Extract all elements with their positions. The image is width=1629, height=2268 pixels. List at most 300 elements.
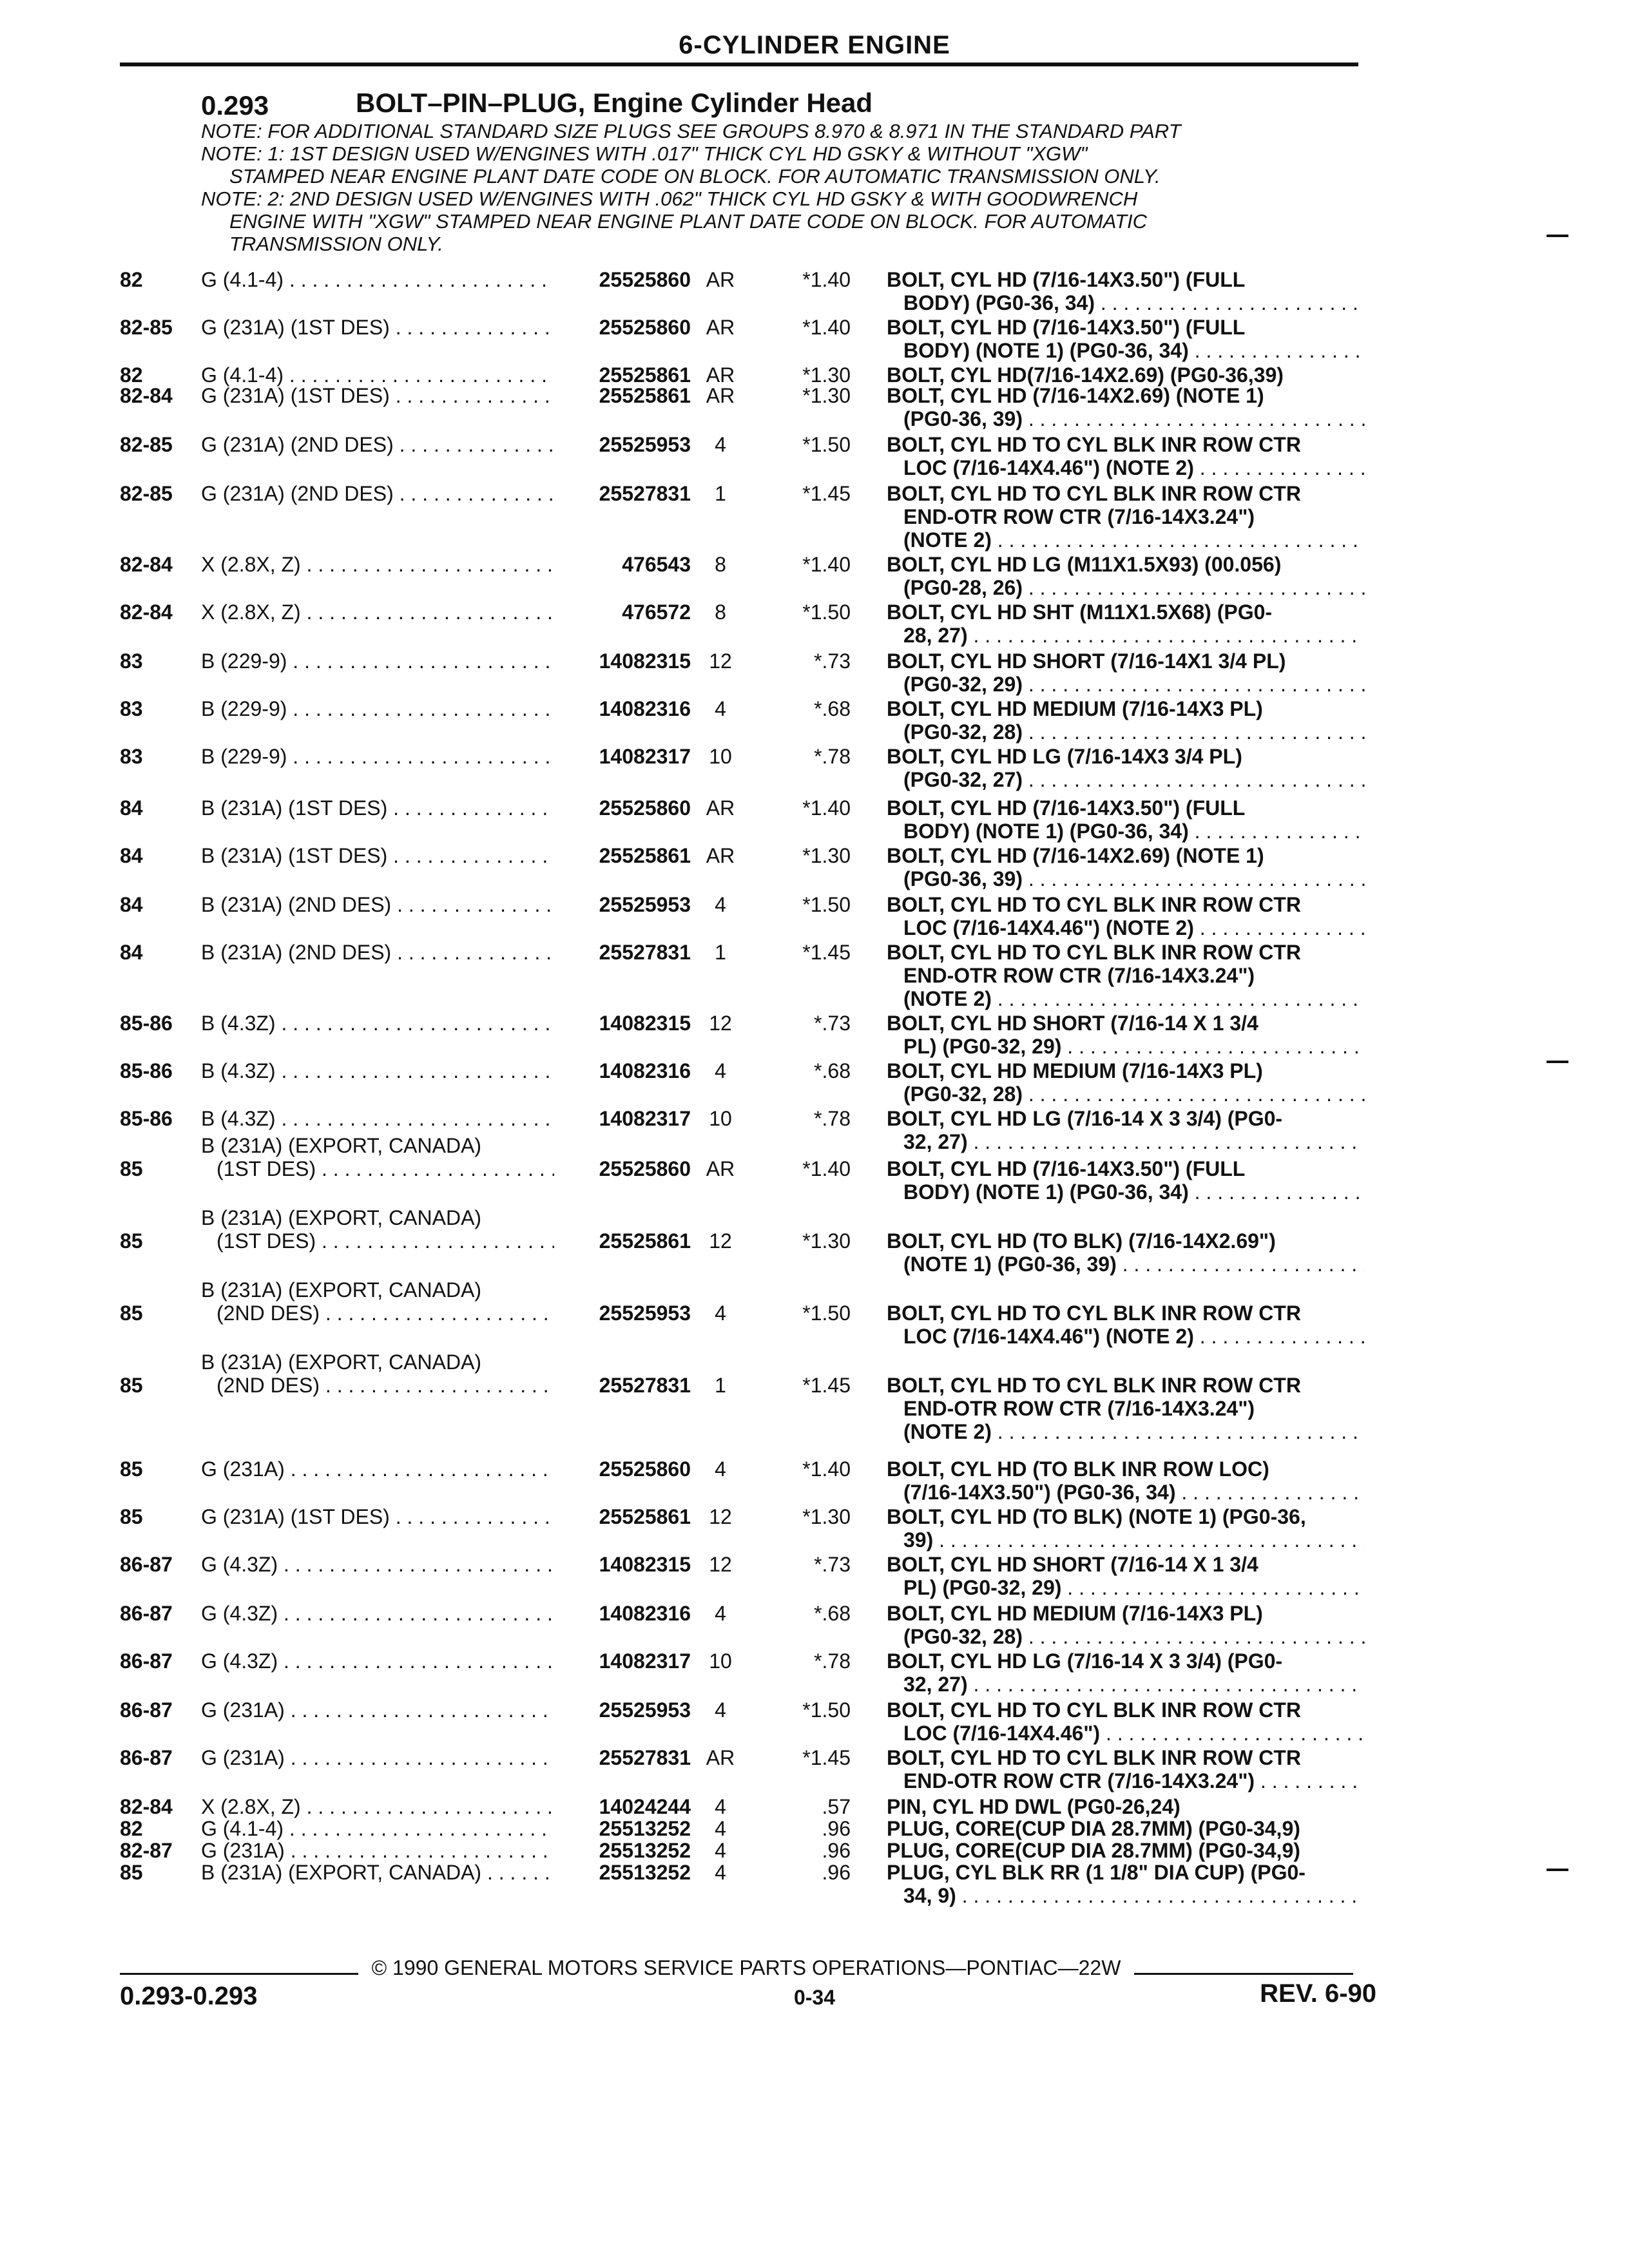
quantity: 12 bbox=[709, 1012, 732, 1035]
price: .96 bbox=[822, 1839, 851, 1862]
quantity: 4 bbox=[715, 1302, 726, 1325]
engine-code bbox=[201, 1505, 554, 1528]
quantity: 1 bbox=[715, 941, 726, 964]
description-line: BOLT, CYL HD MEDIUM (7/16-14X3 PL) bbox=[887, 1602, 1263, 1625]
part-number: 25525860 bbox=[599, 1457, 691, 1481]
note-line: NOTE: 2: 2ND DESIGN USED W/ENGINES WITH .062" THICK CYL HD GSKY & WITH GOODWRENCH bbox=[201, 187, 1138, 210]
engine-code bbox=[201, 384, 554, 407]
engine-code-line: G (4.3Z) . . . bbox=[201, 1649, 554, 1673]
part-number: 25525860 bbox=[599, 1157, 691, 1180]
description-line: BOLT, CYL HD TO CYL BLK INR ROW CTR bbox=[887, 1698, 1301, 1722]
engine-code bbox=[201, 1350, 554, 1397]
part-number: 25525953 bbox=[599, 1302, 691, 1325]
table-row bbox=[0, 482, 1629, 552]
engine-code bbox=[201, 1012, 554, 1035]
table-row bbox=[0, 893, 1629, 945]
description-line: BOLT, CYL HD MEDIUM (7/16-14X3 PL) bbox=[887, 1059, 1263, 1082]
price: *1.45 bbox=[802, 1746, 851, 1769]
part-description bbox=[887, 1059, 1365, 1106]
description-line: PL) (PG0-32, 29) . . . bbox=[887, 1576, 1365, 1599]
description-line: END-OTR ROW CTR (7/16-14X3.24") bbox=[903, 964, 1255, 987]
model-year: 82-85 bbox=[120, 316, 173, 339]
quantity: 10 bbox=[709, 1649, 732, 1673]
footer-rule-left bbox=[120, 1973, 358, 1975]
part-description bbox=[887, 1553, 1365, 1599]
price: *.68 bbox=[814, 697, 851, 720]
description-line: END-OTR ROW CTR (7/16-14X3.24") . . . bbox=[887, 1769, 1365, 1792]
part-number: 25527831 bbox=[599, 1374, 691, 1397]
price: *1.30 bbox=[802, 363, 851, 387]
part-description bbox=[887, 268, 1365, 314]
table-row bbox=[0, 941, 1629, 1010]
part-number: 25513252 bbox=[599, 1839, 691, 1862]
description-line: BODY) (PG0-36, 34) . . . bbox=[887, 291, 1365, 314]
quantity: 10 bbox=[709, 745, 732, 768]
description-line: LOC (7/16-14X4.46") (NOTE 2) . . . bbox=[887, 916, 1365, 939]
description-line: PIN, CYL HD DWL (PG0-26,24) bbox=[887, 1795, 1181, 1818]
quantity: 4 bbox=[715, 433, 726, 456]
engine-code-line: G (4.3Z) . . . bbox=[201, 1553, 554, 1576]
model-year: 85 bbox=[120, 1302, 143, 1325]
description-line: BOLT, CYL HD (7/16-14X3.50") (FULL bbox=[887, 316, 1246, 339]
description-line: END-OTR ROW CTR (7/16-14X3.24") bbox=[903, 1397, 1255, 1420]
part-description bbox=[887, 1457, 1365, 1504]
description-line: BOLT, CYL HD TO CYL BLK INR ROW CTR bbox=[887, 482, 1301, 505]
footer-group-range: 0.293-0.293 bbox=[120, 1982, 258, 2010]
description-line: BOLT, CYL HD (TO BLK) (NOTE 1) (PG0-36, bbox=[887, 1505, 1306, 1528]
part-description bbox=[887, 697, 1365, 744]
table-row bbox=[0, 1012, 1629, 1063]
engine-code-line: B (231A) (EXPORT, CANADA) bbox=[201, 1134, 482, 1157]
table-row bbox=[0, 316, 1629, 367]
part-number: 25525860 bbox=[599, 268, 691, 291]
model-year: 85 bbox=[120, 1157, 143, 1180]
engine-code bbox=[201, 1817, 554, 1840]
engine-code-line: B (4.3Z) . . . bbox=[201, 1059, 554, 1082]
engine-code-line: B (231A) (2ND DES) . . . bbox=[201, 941, 554, 964]
footer-rule-right bbox=[1134, 1973, 1353, 1975]
model-year: 86-87 bbox=[120, 1746, 173, 1769]
description-line: PLUG, CORE(CUP DIA 28.7MM) (PG0-34,9) bbox=[887, 1817, 1300, 1840]
price: .96 bbox=[822, 1861, 851, 1884]
part-description bbox=[887, 745, 1365, 791]
engine-code bbox=[201, 1059, 554, 1082]
quantity: 1 bbox=[715, 482, 726, 505]
table-row bbox=[0, 1861, 1629, 1912]
table-row bbox=[0, 1350, 1629, 1443]
price: *1.50 bbox=[802, 1698, 851, 1722]
engine-code-line: X (2.8X, Z) . . . bbox=[201, 553, 554, 576]
table-row bbox=[0, 1602, 1629, 1653]
description-line: (PG0-28, 26) . . . bbox=[887, 576, 1365, 599]
description-line: (PG0-32, 27) . . . bbox=[887, 768, 1365, 791]
engine-code bbox=[201, 1107, 554, 1130]
quantity: 4 bbox=[715, 1795, 726, 1818]
table-row bbox=[0, 1134, 1629, 1204]
model-year: 82-85 bbox=[120, 482, 173, 505]
model-year: 85 bbox=[120, 1861, 143, 1884]
engine-code bbox=[201, 649, 554, 673]
engine-code-line: G (231A) . . . bbox=[201, 1698, 554, 1722]
description-line: BOLT, CYL HD SHORT (7/16-14 X 1 3/4 bbox=[887, 1012, 1258, 1035]
part-description bbox=[887, 316, 1365, 362]
engine-code bbox=[201, 553, 554, 576]
part-number: 25525953 bbox=[599, 1698, 691, 1722]
part-description bbox=[887, 1505, 1365, 1552]
description-line: BOLT, CYL HD LG (7/16-14 X 3 3/4) (PG0- bbox=[887, 1649, 1283, 1673]
description-line: BOLT, CYL HD (7/16-14X2.69) (NOTE 1) bbox=[887, 384, 1264, 407]
quantity: AR bbox=[706, 363, 735, 387]
description-line: (NOTE 1) (PG0-36, 39) . . . bbox=[887, 1253, 1365, 1276]
price: *1.50 bbox=[802, 893, 851, 916]
quantity: 4 bbox=[715, 1602, 726, 1625]
description-line: BODY) (NOTE 1) (PG0-36, 34) . . . bbox=[887, 1180, 1365, 1204]
model-year: 82-84 bbox=[120, 601, 173, 624]
part-number: 476572 bbox=[622, 601, 691, 624]
engine-code bbox=[201, 268, 554, 291]
engine-code-line: B (231A) (EXPORT, CANADA) bbox=[201, 1278, 482, 1302]
quantity: 12 bbox=[709, 649, 732, 673]
quantity: 4 bbox=[715, 697, 726, 720]
price: *.68 bbox=[814, 1059, 851, 1082]
description-line: PLUG, CYL BLK RR (1 1/8" DIA CUP) (PG0- bbox=[887, 1861, 1306, 1884]
price: *1.45 bbox=[802, 1374, 851, 1397]
description-line: LOC (7/16-14X4.46") . . . bbox=[887, 1722, 1365, 1745]
engine-code bbox=[201, 796, 554, 820]
engine-code-line: G (231A) (1ST DES) . . . bbox=[201, 316, 554, 339]
engine-code-line: G (231A) . . . bbox=[201, 1746, 554, 1769]
description-line: BOLT, CYL HD LG (7/16-14X3 3/4 PL) bbox=[887, 745, 1242, 768]
engine-code bbox=[201, 1457, 554, 1481]
part-description bbox=[887, 1374, 1365, 1443]
description-line: (PG0-32, 28) . . . bbox=[887, 720, 1365, 744]
engine-code-line: G (231A) (1ST DES) . . . bbox=[201, 384, 554, 407]
description-line: (PG0-32, 29) . . . bbox=[887, 673, 1365, 696]
price: *.68 bbox=[814, 1602, 851, 1625]
part-number: 25525861 bbox=[599, 1229, 691, 1253]
engine-code bbox=[201, 433, 554, 456]
part-description bbox=[887, 796, 1365, 843]
part-description bbox=[887, 433, 1365, 479]
model-year: 82-85 bbox=[120, 433, 173, 456]
price: *.78 bbox=[814, 1107, 851, 1130]
engine-code-line: B (229-9) . . . bbox=[201, 745, 554, 768]
part-description bbox=[887, 1746, 1365, 1792]
part-number: 25525861 bbox=[599, 384, 691, 407]
part-description bbox=[887, 1817, 1365, 1840]
model-year: 82-84 bbox=[120, 553, 173, 576]
part-number: 25525953 bbox=[599, 893, 691, 916]
part-number: 25525861 bbox=[599, 363, 691, 387]
model-year: 82-87 bbox=[120, 1839, 173, 1862]
group-code: 0.293 bbox=[201, 90, 269, 120]
price: *1.45 bbox=[802, 482, 851, 505]
part-description bbox=[887, 553, 1365, 599]
part-number: 25525860 bbox=[599, 796, 691, 820]
part-number: 25527831 bbox=[599, 482, 691, 505]
quantity: 4 bbox=[715, 893, 726, 916]
description-line: BOLT, CYL HD (7/16-14X3.50") (FULL bbox=[887, 796, 1246, 820]
model-year: 84 bbox=[120, 941, 143, 964]
part-description bbox=[887, 1229, 1365, 1276]
part-description bbox=[887, 363, 1365, 387]
table-row bbox=[0, 1278, 1629, 1348]
engine-code-line: (2ND DES) . . . bbox=[201, 1374, 554, 1397]
engine-code bbox=[201, 1746, 554, 1769]
engine-code bbox=[201, 844, 554, 867]
part-description bbox=[887, 1795, 1365, 1818]
engine-code bbox=[201, 893, 554, 916]
quantity: 4 bbox=[715, 1839, 726, 1862]
engine-code-line: G (4.3Z) . . . bbox=[201, 1602, 554, 1625]
part-description bbox=[887, 1698, 1365, 1745]
engine-code bbox=[201, 1278, 554, 1325]
part-number: 14082315 bbox=[599, 649, 691, 673]
table-row bbox=[0, 1059, 1629, 1111]
price: *.78 bbox=[814, 745, 851, 768]
description-line: BOLT, CYL HD LG (7/16-14 X 3 3/4) (PG0- bbox=[887, 1107, 1283, 1130]
price: *1.30 bbox=[802, 1505, 851, 1528]
engine-code bbox=[201, 316, 554, 339]
engine-code-line: B (231A) (EXPORT, CANADA) bbox=[201, 1350, 482, 1374]
engine-code bbox=[201, 1649, 554, 1673]
engine-code-line: X (2.8X, Z) . . . bbox=[201, 1795, 554, 1818]
engine-code-line: B (229-9) . . . bbox=[201, 697, 554, 720]
quantity: 8 bbox=[715, 601, 726, 624]
engine-code bbox=[201, 601, 554, 624]
description-line: BOLT, CYL HD TO CYL BLK INR ROW CTR bbox=[887, 433, 1301, 456]
quantity: 4 bbox=[715, 1059, 726, 1082]
description-line: (PG0-36, 39) . . . bbox=[887, 407, 1365, 430]
part-number: 14082316 bbox=[599, 697, 691, 720]
table-row bbox=[0, 384, 1629, 436]
part-number: 14082315 bbox=[599, 1012, 691, 1035]
part-description bbox=[887, 941, 1365, 1010]
model-year: 85 bbox=[120, 1374, 143, 1397]
engine-code bbox=[201, 363, 554, 387]
price: .57 bbox=[822, 1795, 851, 1818]
footer-revision: REV. 6-90 bbox=[1260, 1979, 1376, 2008]
model-year: 85 bbox=[120, 1457, 143, 1481]
price: *1.40 bbox=[802, 796, 851, 820]
quantity: 8 bbox=[715, 553, 726, 576]
table-row bbox=[0, 1505, 1629, 1557]
engine-code bbox=[201, 1839, 554, 1862]
note-line: NOTE: 1: 1ST DESIGN USED W/ENGINES WITH .017" THICK CYL HD GSKY & WITHOUT "XGW" bbox=[201, 142, 1088, 165]
engine-code bbox=[201, 697, 554, 720]
price: *1.40 bbox=[802, 268, 851, 291]
engine-code-line: (1ST DES) . . . bbox=[201, 1157, 554, 1180]
model-year: 84 bbox=[120, 844, 143, 867]
quantity: 10 bbox=[709, 1107, 732, 1130]
model-year: 83 bbox=[120, 649, 143, 673]
price: *1.40 bbox=[802, 1457, 851, 1481]
description-line: (PG0-36, 39) . . . bbox=[887, 867, 1365, 890]
engine-code-line: G (231A) (2ND DES) . . . bbox=[201, 482, 554, 505]
description-line: BOLT, CYL HD (7/16-14X2.69) (NOTE 1) bbox=[887, 844, 1264, 867]
part-number: 14082317 bbox=[599, 745, 691, 768]
price: *1.50 bbox=[802, 601, 851, 624]
engine-code-line: B (231A) (1ST DES) . . . bbox=[201, 844, 554, 867]
part-description bbox=[887, 482, 1365, 552]
table-row bbox=[0, 649, 1629, 701]
part-number: 25525861 bbox=[599, 844, 691, 867]
engine-code-line: G (231A) (2ND DES) . . . bbox=[201, 433, 554, 456]
part-number: 25527831 bbox=[599, 1746, 691, 1769]
description-line: 32, 27) . . . bbox=[887, 1673, 1365, 1696]
description-line: BOLT, CYL HD (7/16-14X3.50") (FULL bbox=[887, 1157, 1246, 1180]
description-line: BODY) (NOTE 1) (PG0-36, 34) . . . bbox=[887, 339, 1365, 362]
quantity: AR bbox=[706, 844, 735, 867]
quantity: 4 bbox=[715, 1817, 726, 1840]
quantity: 1 bbox=[715, 1374, 726, 1397]
table-row bbox=[0, 796, 1629, 848]
model-year: 83 bbox=[120, 697, 143, 720]
price: *1.30 bbox=[802, 384, 851, 407]
part-number: 14082316 bbox=[599, 1602, 691, 1625]
quantity: AR bbox=[706, 384, 735, 407]
model-year: 84 bbox=[120, 893, 143, 916]
engine-code bbox=[201, 745, 554, 768]
part-number: 476543 bbox=[622, 553, 691, 576]
part-description bbox=[887, 844, 1365, 890]
description-line: BOLT, CYL HD TO CYL BLK INR ROW CTR bbox=[887, 893, 1301, 916]
table-row bbox=[0, 697, 1629, 749]
model-year: 86-87 bbox=[120, 1649, 173, 1673]
engine-code-line: G (4.1-4) . . . bbox=[201, 268, 554, 291]
table-row bbox=[0, 1206, 1629, 1276]
engine-code-line: B (229-9) . . . bbox=[201, 649, 554, 673]
description-line: 28, 27) . . . bbox=[887, 624, 1365, 647]
description-line: BOLT, CYL HD SHORT (7/16-14X1 3/4 PL) bbox=[887, 649, 1286, 673]
engine-code-line: G (231A) (1ST DES) . . . bbox=[201, 1505, 554, 1528]
description-line: BOLT, CYL HD (TO BLK) (7/16-14X2.69") bbox=[887, 1229, 1276, 1253]
table-row bbox=[0, 268, 1629, 320]
part-description bbox=[887, 1649, 1365, 1696]
model-year: 82-84 bbox=[120, 384, 173, 407]
description-line: 39) . . . bbox=[887, 1528, 1365, 1552]
model-year: 86-87 bbox=[120, 1553, 173, 1576]
description-line: PL) (PG0-32, 29) . . . bbox=[887, 1035, 1365, 1058]
price: *1.50 bbox=[802, 433, 851, 456]
price: *.73 bbox=[814, 1012, 851, 1035]
engine-code bbox=[201, 482, 554, 505]
model-year: 85-86 bbox=[120, 1059, 173, 1082]
part-number: 25513252 bbox=[599, 1861, 691, 1884]
part-description bbox=[887, 1839, 1365, 1862]
model-year: 82-84 bbox=[120, 1795, 173, 1818]
engine-code bbox=[201, 941, 554, 964]
quantity: 12 bbox=[709, 1229, 732, 1253]
table-row bbox=[0, 1698, 1629, 1750]
engine-code-line: G (231A) . . . bbox=[201, 1839, 554, 1862]
part-description bbox=[887, 1302, 1365, 1348]
note-line: TRANSMISSION ONLY. bbox=[229, 233, 443, 255]
quantity: 12 bbox=[709, 1553, 732, 1576]
part-description bbox=[887, 384, 1365, 430]
engine-code-line: X (2.8X, Z) . . . bbox=[201, 601, 554, 624]
part-description bbox=[887, 1861, 1365, 1907]
description-line: (PG0-32, 28) . . . bbox=[887, 1082, 1365, 1106]
table-row bbox=[0, 433, 1629, 485]
engine-code bbox=[201, 1206, 554, 1253]
description-line: (PG0-32, 28) . . . bbox=[887, 1625, 1365, 1648]
description-line: BODY) (NOTE 1) (PG0-36, 34) . . . bbox=[887, 820, 1365, 843]
engine-code-line: G (231A) . . . bbox=[201, 1457, 554, 1481]
description-line: BOLT, CYL HD (7/16-14X3.50") (FULL bbox=[887, 268, 1246, 291]
quantity: AR bbox=[706, 316, 735, 339]
engine-code-line: (1ST DES) . . . bbox=[201, 1229, 554, 1253]
model-year: 86-87 bbox=[120, 1698, 173, 1722]
part-number: 25525860 bbox=[599, 316, 691, 339]
part-number: 25525861 bbox=[599, 1505, 691, 1528]
page-header: 6-CYLINDER ENGINE bbox=[679, 31, 950, 59]
engine-code-line: B (231A) (1ST DES) . . . bbox=[201, 796, 554, 820]
part-number: 14082317 bbox=[599, 1107, 691, 1130]
description-line: 34, 9) . . . bbox=[887, 1884, 1365, 1907]
table-row bbox=[0, 553, 1629, 604]
model-year: 84 bbox=[120, 796, 143, 820]
table-row bbox=[0, 745, 1629, 796]
price: *.73 bbox=[814, 649, 851, 673]
engine-code-line: G (4.1-4) . . . bbox=[201, 1817, 554, 1840]
description-line: LOC (7/16-14X4.46") (NOTE 2) . . . bbox=[887, 456, 1365, 479]
price: *1.45 bbox=[802, 941, 851, 964]
engine-code-line: B (4.3Z) . . . bbox=[201, 1012, 554, 1035]
price: *1.30 bbox=[802, 844, 851, 867]
quantity: AR bbox=[706, 1157, 735, 1180]
description-line: (7/16-14X3.50") (PG0-36, 34) . . . bbox=[887, 1481, 1365, 1504]
model-year: 82 bbox=[120, 363, 143, 387]
part-description bbox=[887, 893, 1365, 939]
description-line: 32, 27) . . . bbox=[887, 1130, 1365, 1153]
note-line: STAMPED NEAR ENGINE PLANT DATE CODE ON BLOCK. FOR AUTOMATIC TRANSMISSION ONLY. bbox=[229, 165, 1161, 187]
price: *1.40 bbox=[802, 553, 851, 576]
description-line: END-OTR ROW CTR (7/16-14X3.24") bbox=[903, 505, 1255, 528]
part-number: 25513252 bbox=[599, 1817, 691, 1840]
footer-copyright: © 1990 GENERAL MOTORS SERVICE PARTS OPERATIONS—PONTIAC—22W bbox=[371, 1956, 1121, 1979]
margin-mark bbox=[1547, 235, 1568, 237]
model-year: 82 bbox=[120, 268, 143, 291]
engine-code-line: B (231A) (2ND DES) . . . bbox=[201, 893, 554, 916]
engine-code-line: B (231A) (EXPORT, CANADA) bbox=[201, 1206, 482, 1229]
quantity: 4 bbox=[715, 1698, 726, 1722]
description-line: BOLT, CYL HD MEDIUM (7/16-14X3 PL) bbox=[887, 697, 1263, 720]
note-line: NOTE: FOR ADDITIONAL STANDARD SIZE PLUGS SEE GROUPS 8.970 & 8.971 IN THE STANDARD PART bbox=[201, 120, 1181, 142]
table-row bbox=[0, 844, 1629, 896]
model-year: 85-86 bbox=[120, 1012, 173, 1035]
engine-code bbox=[201, 1134, 554, 1180]
table-row bbox=[0, 1746, 1629, 1798]
note-line: ENGINE WITH "XGW" STAMPED NEAR ENGINE PLANT DATE CODE ON BLOCK. FOR AUTOMATIC bbox=[229, 210, 1148, 233]
description-line: BOLT, CYL HD TO CYL BLK INR ROW CTR bbox=[887, 1302, 1301, 1325]
description-line: BOLT, CYL HD TO CYL BLK INR ROW CTR bbox=[887, 1374, 1301, 1397]
description-line: (NOTE 2) . . . bbox=[887, 987, 1365, 1010]
engine-code bbox=[201, 1602, 554, 1625]
table-row bbox=[0, 1457, 1629, 1509]
quantity: 4 bbox=[715, 1457, 726, 1481]
part-number: 14082316 bbox=[599, 1059, 691, 1082]
engine-code bbox=[201, 1553, 554, 1576]
engine-code bbox=[201, 1861, 554, 1884]
price: .96 bbox=[822, 1817, 851, 1840]
model-year: 86-87 bbox=[120, 1602, 173, 1625]
quantity: AR bbox=[706, 1746, 735, 1769]
engine-code-line: G (4.1-4) . . . bbox=[201, 363, 554, 387]
description-line: BOLT, CYL HD (TO BLK INR ROW LOC) bbox=[887, 1457, 1269, 1481]
model-year: 85 bbox=[120, 1229, 143, 1253]
part-number: 14082315 bbox=[599, 1553, 691, 1576]
